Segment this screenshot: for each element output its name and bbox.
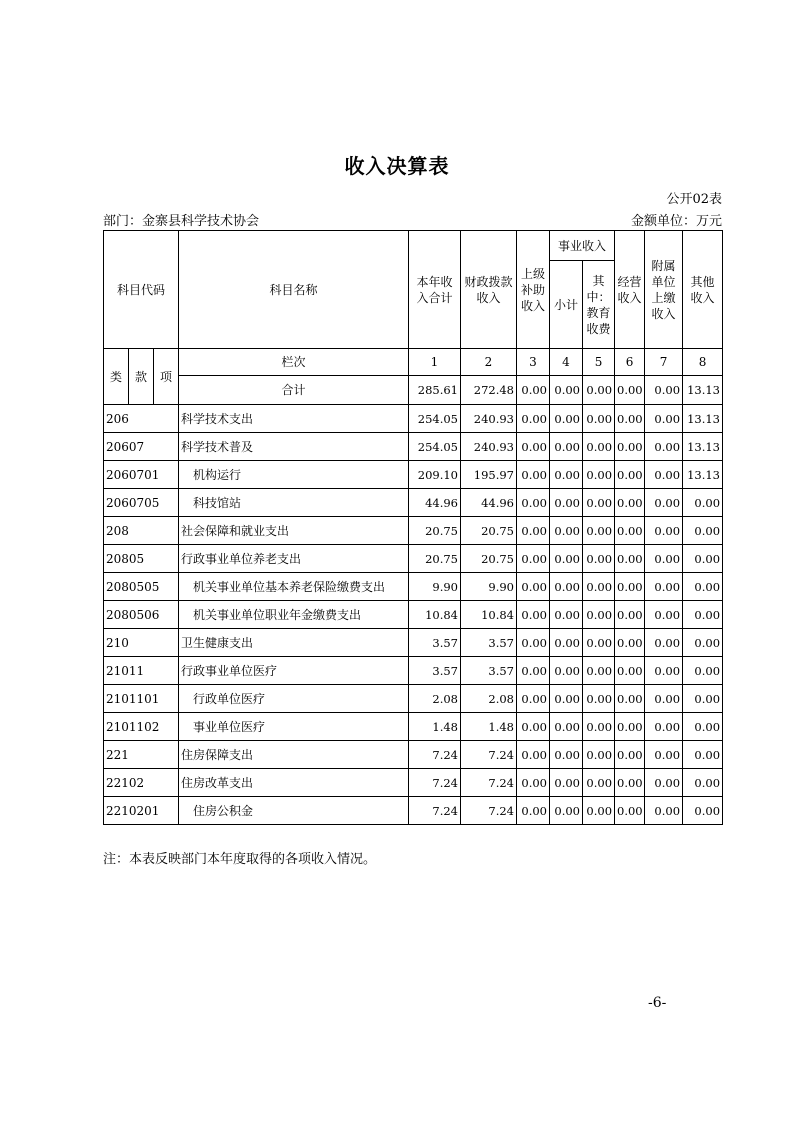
row-value: 0.00 [645,769,683,797]
row-code: 2080506 [104,601,179,629]
row-value: 10.84 [409,601,461,629]
table-row [104,769,723,797]
row-value: 0.00 [583,797,615,825]
table-row [104,601,723,629]
row-name: 科学技术普及 [179,433,409,461]
row-value: 0.00 [583,405,615,433]
footnote: 注：本表反映部门本年度取得的各项收入情况。 [103,852,377,867]
table-row [104,461,723,489]
col-num: 5 [583,349,615,376]
col-num: 3 [517,349,550,376]
row-code: 2060701 [104,461,179,489]
row-value: 0.00 [615,461,645,489]
row-value: 0.00 [550,713,583,741]
header-total: 本年收入合计 [409,231,461,349]
row-value: 0.00 [583,545,615,573]
total-cell: 0.00 [517,376,550,405]
header-business-income: 事业收入 [550,231,615,261]
total-cell: 272.48 [461,376,517,405]
total-label: 合计 [179,376,409,405]
table-row [104,629,723,657]
row-value: 0.00 [645,573,683,601]
row-value: 0.00 [683,685,723,713]
row-code: 210 [104,629,179,657]
row-value: 0.00 [683,545,723,573]
row-value: 1.48 [409,713,461,741]
row-name: 机构运行 [179,461,409,489]
row-value: 0.00 [683,657,723,685]
row-name: 科技馆站 [179,489,409,517]
row-code: 2060705 [104,489,179,517]
row-value: 2.08 [461,685,517,713]
col-num: 2 [461,349,517,376]
row-value: 209.10 [409,461,461,489]
row-name: 行政事业单位养老支出 [179,545,409,573]
header-code: 科目代码 [104,231,179,349]
row-name: 机关事业单位职业年金缴费支出 [179,601,409,629]
row-value: 0.00 [583,573,615,601]
col-num: 7 [645,349,683,376]
row-value: 20.75 [461,545,517,573]
table-row [104,405,723,433]
row-value: 3.57 [461,657,517,685]
col-num: 4 [550,349,583,376]
row-value: 0.00 [615,489,645,517]
row-value: 0.00 [615,517,645,545]
row-value: 0.00 [583,629,615,657]
row-name: 卫生健康支出 [179,629,409,657]
row-value: 0.00 [615,657,645,685]
header-name: 科目名称 [179,231,409,349]
row-value: 0.00 [645,461,683,489]
row-value: 0.00 [645,545,683,573]
row-value: 0.00 [615,741,645,769]
row-value: 0.00 [615,601,645,629]
form-number: 公开02表 [666,192,722,207]
header-superior: 上级补助收入 [517,231,550,349]
row-value: 0.00 [645,741,683,769]
row-value: 0.00 [517,489,550,517]
row-name: 住房公积金 [179,797,409,825]
row-code: 21011 [104,657,179,685]
row-value: 7.24 [461,797,517,825]
row-value: 0.00 [615,769,645,797]
total-cell: 0.00 [645,376,683,405]
unit-label: 金额单位：万元 [630,214,722,229]
row-value: 0.00 [583,769,615,797]
row-value: 0.00 [517,433,550,461]
row-value: 0.00 [645,489,683,517]
row-name: 机关事业单位基本养老保险缴费支出 [179,573,409,601]
col-num: 8 [683,349,723,376]
row-value: 195.97 [461,461,517,489]
table-row [104,489,723,517]
page-number: -6- [648,995,667,1011]
table-row [104,545,723,573]
header-other: 其他收入 [683,231,723,349]
row-value: 0.00 [683,601,723,629]
page-title: 收入决算表 [344,154,450,178]
row-value: 0.00 [550,629,583,657]
header-affiliated: 附属单位上缴收入 [645,231,683,349]
row-value: 0.00 [517,685,550,713]
row-value: 0.00 [517,797,550,825]
row-value: 0.00 [615,405,645,433]
row-value: 0.00 [615,545,645,573]
row-value: 0.00 [615,713,645,741]
row-code: 208 [104,517,179,545]
row-value: 0.00 [645,797,683,825]
row-value: 0.00 [517,601,550,629]
row-name: 事业单位医疗 [179,713,409,741]
table-row [104,741,723,769]
row-value: 0.00 [683,797,723,825]
row-value: 0.00 [645,629,683,657]
row-value: 44.96 [409,489,461,517]
row-value: 0.00 [583,461,615,489]
row-value: 0.00 [645,685,683,713]
row-value: 0.00 [583,601,615,629]
row-value: 0.00 [645,713,683,741]
row-name: 住房保障支出 [179,741,409,769]
header-subtotal: 小计 [550,261,583,349]
row-value: 0.00 [615,685,645,713]
table-row [104,797,723,825]
row-value: 13.13 [683,461,723,489]
row-value: 0.00 [583,657,615,685]
row-value: 9.90 [409,573,461,601]
department-label: 部门：金寨县科学技术协会 [103,214,260,229]
header-fiscal: 财政拨款收入 [461,231,517,349]
row-value: 7.24 [461,741,517,769]
row-value: 0.00 [683,517,723,545]
total-cell: 0.00 [550,376,583,405]
row-value: 0.00 [517,769,550,797]
row-value: 0.00 [583,433,615,461]
total-cell: 13.13 [683,376,723,405]
table-row [104,685,723,713]
row-value: 0.00 [550,489,583,517]
row-value: 0.00 [645,601,683,629]
row-value: 44.96 [461,489,517,517]
row-value: 0.00 [550,601,583,629]
row-value: 0.00 [645,517,683,545]
row-value: 13.13 [683,405,723,433]
row-value: 7.24 [461,769,517,797]
row-value: 20.75 [409,545,461,573]
row-code: 206 [104,405,179,433]
col-num: 6 [615,349,645,376]
row-value: 10.84 [461,601,517,629]
row-value: 13.13 [683,433,723,461]
row-value: 0.00 [615,573,645,601]
row-value: 0.00 [583,685,615,713]
row-value: 254.05 [409,433,461,461]
row-value: 0.00 [550,741,583,769]
row-value: 0.00 [683,741,723,769]
row-value: 0.00 [645,657,683,685]
row-value: 0.00 [550,433,583,461]
row-value: 0.00 [550,461,583,489]
row-value: 0.00 [517,741,550,769]
table-row [104,433,723,461]
row-code: 2101102 [104,713,179,741]
row-name: 行政单位医疗 [179,685,409,713]
row-value: 0.00 [645,433,683,461]
row-value: 0.00 [550,405,583,433]
total-cell: 285.61 [409,376,461,405]
row-value: 3.57 [461,629,517,657]
row-value: 0.00 [550,797,583,825]
table-row [104,517,723,545]
header-operating: 经营收入 [615,231,645,349]
row-code: 2101101 [104,685,179,713]
row-value: 2.08 [409,685,461,713]
row-value: 0.00 [550,545,583,573]
row-value: 0.00 [683,573,723,601]
table-row [104,713,723,741]
row-value: 7.24 [409,797,461,825]
row-value: 0.00 [550,517,583,545]
row-value: 0.00 [583,713,615,741]
row-value: 0.00 [517,629,550,657]
row-value: 0.00 [517,517,550,545]
row-value: 7.24 [409,741,461,769]
row-code: 20607 [104,433,179,461]
row-value: 0.00 [683,713,723,741]
row-value: 0.00 [517,657,550,685]
row-value: 0.00 [517,405,550,433]
total-cell: 0.00 [583,376,615,405]
header-education: 其中：教育收费 [583,261,615,349]
row-value: 20.75 [409,517,461,545]
row-value: 0.00 [550,657,583,685]
row-value: 0.00 [517,713,550,741]
row-value: 0.00 [517,573,550,601]
row-value: 254.05 [409,405,461,433]
row-name: 行政事业单位医疗 [179,657,409,685]
row-name: 科学技术支出 [179,405,409,433]
table-row [104,657,723,685]
income-table [103,230,723,825]
row-value: 0.00 [615,433,645,461]
row-value: 0.00 [615,629,645,657]
header-kuan: 款 [129,349,154,405]
row-value: 0.00 [683,489,723,517]
row-value: 0.00 [683,629,723,657]
row-value: 240.93 [461,405,517,433]
row-value: 0.00 [583,517,615,545]
column-index-label: 栏次 [179,349,409,376]
row-code: 20805 [104,545,179,573]
row-value: 0.00 [517,545,550,573]
row-name: 社会保障和就业支出 [179,517,409,545]
row-value: 9.90 [461,573,517,601]
row-code: 2080505 [104,573,179,601]
row-value: 3.57 [409,657,461,685]
row-value: 0.00 [645,405,683,433]
row-value: 0.00 [550,769,583,797]
row-value: 0.00 [583,741,615,769]
row-value: 20.75 [461,517,517,545]
row-value: 0.00 [550,573,583,601]
row-value: 0.00 [615,797,645,825]
row-value: 240.93 [461,433,517,461]
row-value: 3.57 [409,629,461,657]
header-lei: 类 [104,349,129,405]
row-value: 1.48 [461,713,517,741]
row-code: 2210201 [104,797,179,825]
row-code: 221 [104,741,179,769]
row-value: 0.00 [683,769,723,797]
total-cell: 0.00 [615,376,645,405]
row-code: 22102 [104,769,179,797]
row-value: 7.24 [409,769,461,797]
row-value: 0.00 [517,461,550,489]
table-row [104,573,723,601]
row-value: 0.00 [550,685,583,713]
row-value: 0.00 [583,489,615,517]
col-num: 1 [409,349,461,376]
row-name: 住房改革支出 [179,769,409,797]
header-xiang: 项 [154,349,179,405]
